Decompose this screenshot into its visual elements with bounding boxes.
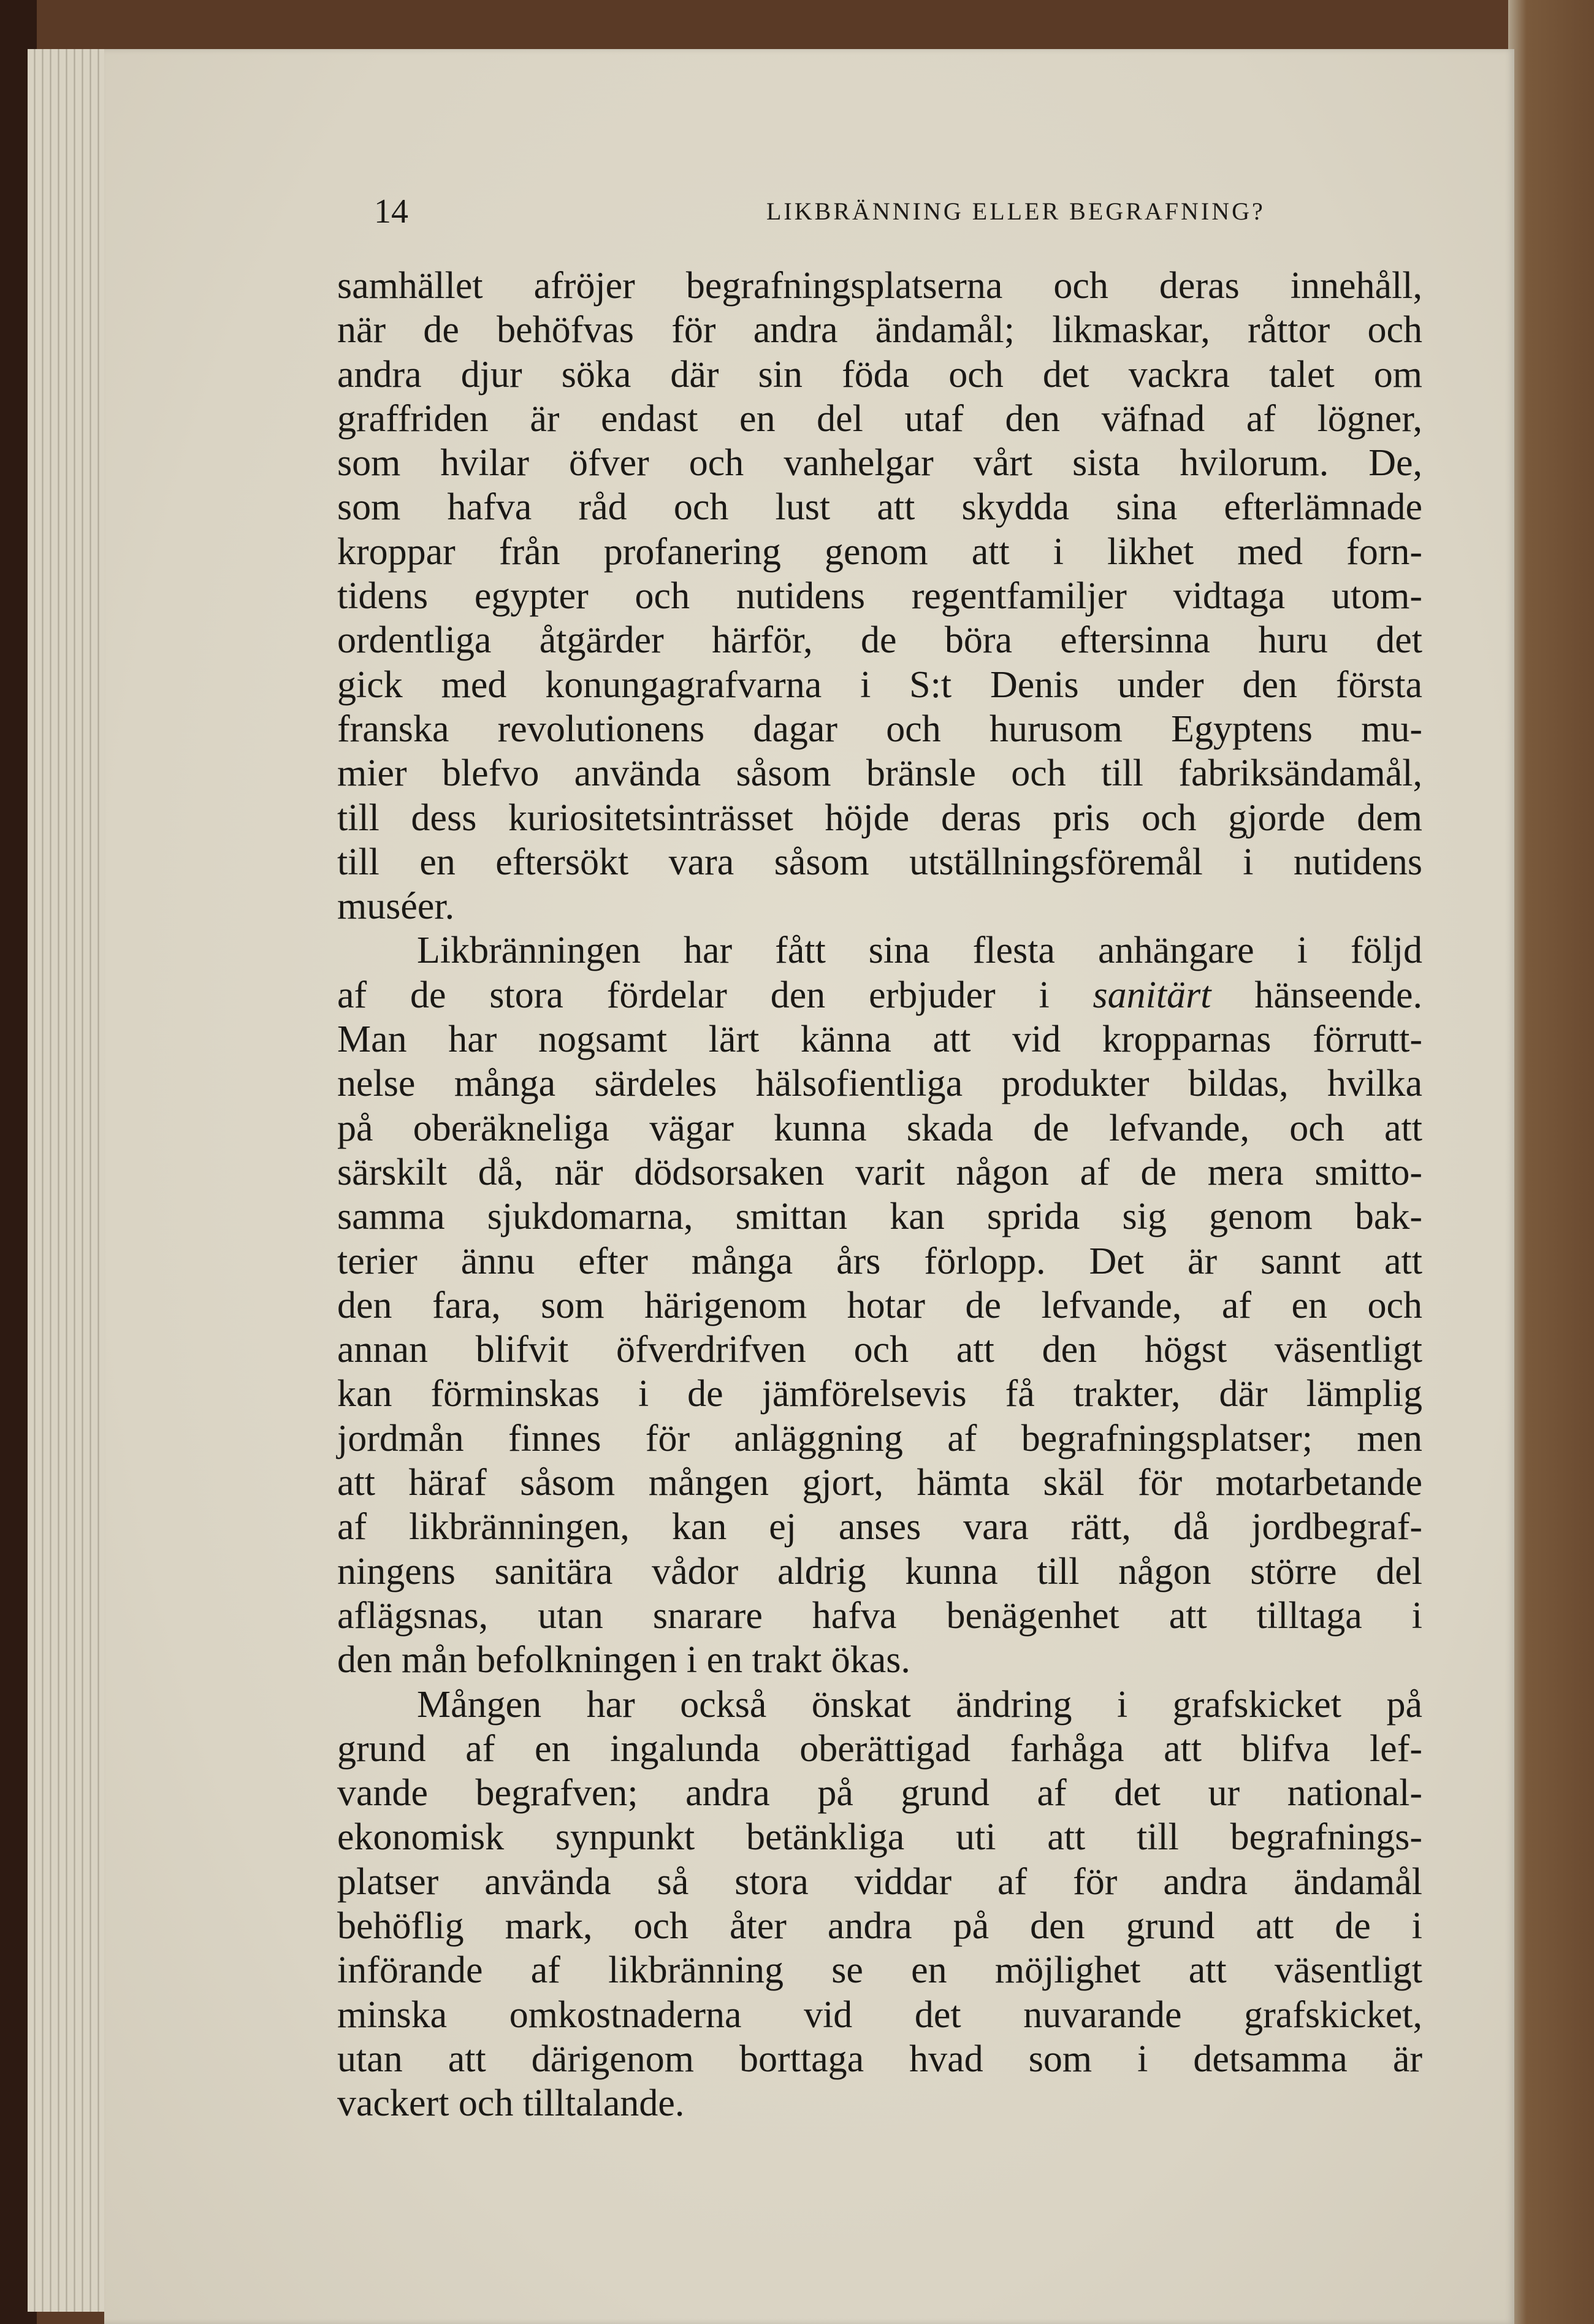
italic-word: sanitärt — [1093, 974, 1211, 1016]
text-line: muséer. — [337, 885, 455, 928]
paragraph-3 — [337, 1683, 1422, 2126]
text-line: ordentliga åtgärder härför, de böra eftersinna huru det — [337, 619, 1422, 662]
text-line: minska omkostnaderna vid det nuvarande grafskicket, — [337, 1993, 1422, 2036]
text-line: införande af likbränning se en möjlighet att väsentligt — [337, 1949, 1422, 1992]
text-line: utan att därigenom borttaga hvad som i detsamma är — [337, 2038, 1422, 2080]
body-text — [337, 264, 1422, 2125]
text-line: Man har nogsamt lärt känna att vid kropparnas förrutt- — [337, 1019, 1422, 1061]
page-edges — [28, 49, 115, 2312]
page-number: 14 — [374, 193, 408, 231]
text-line: graffriden är endast en del utaf den väfnad af lögner, — [337, 397, 1422, 440]
text-line: vackert och tilltalande. — [337, 2082, 685, 2125]
text-line: att häraf såsom mången gjort, hämta skäl för motarbetande — [337, 1462, 1422, 1504]
text-line: annan blifvit öfverdrifven och att den högst väsentligt — [337, 1329, 1422, 1371]
text-line: ekonomisk synpunkt betänkliga uti att till begrafnings- — [337, 1816, 1422, 1859]
text-line: nelse många särdeles hälsofientliga produkter bildas, hvilka — [337, 1063, 1422, 1105]
text-line: terier ännu efter många års förlopp. Det är sannt att — [337, 1240, 1422, 1282]
text-line: på oberäkneliga vägar kunna skada de lefvande, och att — [337, 1107, 1422, 1149]
text-line: Mången har också önskat ändring i grafskicket på — [417, 1683, 1422, 1726]
text-line: kan förminskas i de jämförelsevis få trakter, där lämplig — [337, 1373, 1422, 1415]
page-header — [276, 184, 1287, 239]
text-line: mier blefvo använda såsom bränsle och till fabriksändamål, — [337, 752, 1422, 795]
text-line: när de behöfvas för andra ändamål; likmaskar, råttor och — [337, 309, 1422, 351]
text-line: som hafva råd och lust att skydda sina efterlämnade — [337, 486, 1422, 529]
text-line: som hvilar öfver och vanhelgar vårt sista hvilorum. De, — [337, 442, 1422, 484]
text-line: till en eftersökt vara såsom utställningsföremål i nutidens — [337, 841, 1422, 883]
book-binding — [1508, 0, 1594, 2324]
paragraph-1 — [337, 264, 1422, 928]
text-line: särskilt då, när dödsorsaken varit någon af de mera smitto- — [337, 1151, 1422, 1193]
text-line: gick med konungagrafvarna i S:t Denis under den första — [337, 663, 1422, 706]
text-line-with-italic — [337, 973, 1422, 1017]
text-fragment: hänseende. — [1254, 974, 1423, 1016]
text-line: andra djur söka där sin föda och det vackra talet om — [337, 353, 1422, 396]
text-line: aflägsnas, utan snarare hafva benägenhet att tilltaga i — [337, 1594, 1422, 1637]
text-line: samma sjukdomarna, smittan kan sprida sig genom bak- — [337, 1196, 1422, 1238]
text-line: ningens sanitära vådor aldrig kunna till någon större del — [337, 1550, 1422, 1592]
text-line: till dess kuriositetsinträsset höjde deras pris och gjorde dem — [337, 797, 1422, 839]
text-line: jordmån finnes för anläggning af begrafningsplatser; men — [337, 1417, 1422, 1459]
text-line: tidens egypter och nutidens regentfamiljer vidtaga utom- — [337, 575, 1422, 617]
paragraph-2 — [337, 928, 1422, 1682]
text-line: vande begrafven; andra på grund af det ur national- — [337, 1772, 1422, 1814]
text-line: platser använda så stora viddar af för andra ändamål — [337, 1860, 1422, 1903]
text-line: behöflig mark, och åter andra på den grund att de i — [337, 1905, 1422, 1947]
running-title: LIKBRÄNNING ELLER BEGRAFNING? — [766, 197, 1265, 225]
text-line: samhället afröjer begrafningsplatserna och deras innehåll, — [337, 265, 1422, 307]
text-line: Likbränningen har fått sina flesta anhängare i följd — [417, 930, 1422, 972]
text-line: den mån befolkningen i en trakt ökas. — [337, 1639, 910, 1681]
text-line: kroppar från profanering genom att i likhet med forn- — [337, 530, 1422, 573]
text-line: franska revolutionens dagar och hurusom Egyptens mu- — [337, 708, 1422, 750]
text-line: den fara, som härigenom hotar de lefvande, af en och — [337, 1284, 1422, 1326]
text-fragment: af de stora fördelar den erbjuder i — [337, 974, 1050, 1016]
text-line: grund af en ingalunda oberättigad farhåga att blifva lef- — [337, 1727, 1422, 1770]
text-line: af likbränningen, kan ej anses vara rätt, då jordbegraf- — [337, 1506, 1422, 1548]
